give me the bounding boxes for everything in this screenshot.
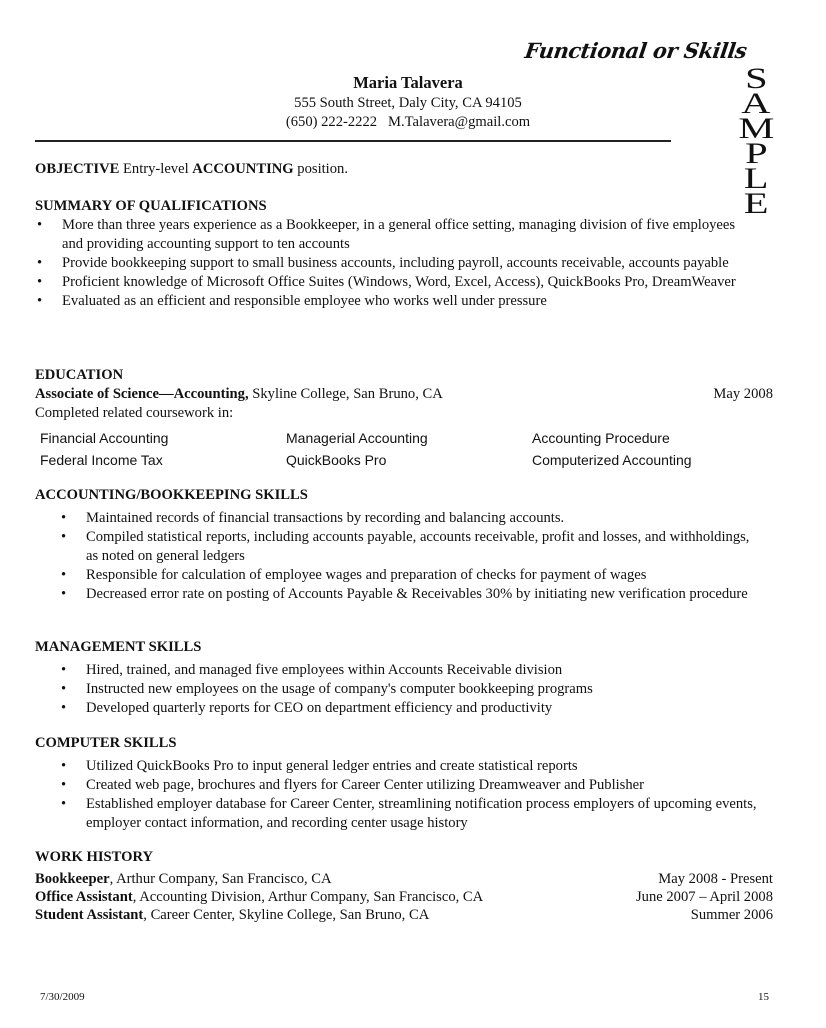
- job-dates: Summer 2006: [690, 907, 773, 923]
- accounting-skills-section: [35, 486, 765, 604]
- stamp-letter: E: [743, 187, 769, 220]
- job-dates: June 2007 – April 2008: [635, 889, 773, 905]
- management-skills-section: [35, 638, 765, 718]
- list-item: • Compiled statistical reports, including accounts payable, accounts receivable, profit and losses, and withholdings, as noted on general ledgers: [35, 528, 765, 566]
- stamp-letter: S: [744, 62, 768, 95]
- objective: [35, 160, 348, 179]
- list-item: • Responsible for calculation of employee wages and preparation of checks for payment of wages: [35, 566, 765, 585]
- graduation-date: May 2008: [713, 386, 773, 402]
- course-list: [35, 430, 773, 468]
- objective-text: position.: [293, 161, 348, 177]
- list-item: • Hired, trained, and managed five employees within Accounts Receivable division: [35, 661, 765, 680]
- list-item: • Instructed new employees on the usage of company's computer bookkeeping programs: [35, 680, 765, 699]
- section-heading: WORK HISTORY: [35, 849, 154, 865]
- course: Financial Accounting: [40, 430, 169, 446]
- work-history-section: [35, 848, 773, 924]
- course: Computerized Accounting: [532, 452, 692, 468]
- computer-skills-section: [35, 734, 765, 833]
- job-entry: [35, 870, 773, 888]
- course: Federal Income Tax: [40, 452, 163, 468]
- course: Managerial Accounting: [286, 430, 428, 446]
- course: Accounting Procedure: [532, 430, 670, 446]
- list-item: • Created web page, brochures and flyers for Career Center utilizing Dreamweaver and Publisher: [35, 776, 765, 795]
- stamp-letter: A: [741, 87, 771, 120]
- section-heading: EDUCATION: [35, 367, 124, 383]
- contact-header: [0, 73, 826, 132]
- job-employer: , Arthur Company, San Francisco, CA: [109, 871, 332, 887]
- job-dates: May 2008 - Present: [658, 871, 773, 887]
- list-item: • Evaluated as an efficient and responsible employee who works well under pressure: [35, 292, 755, 311]
- list-item: • More than three years experience as a Bookkeeper, in a general office setting, managing division of five employees and providing accounting support to ten accounts: [35, 216, 755, 254]
- job-entry: [35, 888, 773, 906]
- stamp-letter: L: [743, 162, 769, 195]
- footer-date: 7/30/2009: [40, 991, 85, 1003]
- job-title: Office Assistant: [35, 889, 133, 905]
- address: 555 South Street, Daly City, CA 94105: [294, 95, 522, 111]
- education-section: [35, 366, 773, 468]
- stamp-letter: P: [744, 137, 768, 170]
- list-item: • Proficient knowledge of Microsoft Office Suites (Windows, Word, Excel, Access), QuickBooks Pro, DreamWeaver: [35, 273, 755, 292]
- section-heading: COMPUTER SKILLS: [35, 735, 177, 751]
- objective-field: ACCOUNTING: [192, 161, 294, 177]
- applicant-name: Maria Talavera: [353, 73, 463, 92]
- degree: Associate of Science—Accounting,: [35, 386, 249, 402]
- stamp-letter: M: [737, 112, 775, 145]
- section-heading: MANAGEMENT SKILLS: [35, 639, 202, 655]
- job-employer: , Career Center, Skyline College, San Bruno, CA: [143, 907, 430, 923]
- section-heading: SUMMARY OF QUALIFICATIONS: [35, 198, 267, 214]
- banner-title: Functional or Skills: [523, 38, 749, 63]
- coursework-label: Completed related coursework in:: [35, 405, 234, 421]
- list-item: • Established employer database for Career Center, streamlining notification process employers of upcoming events, employer contact information, and recording center usage history: [35, 795, 765, 833]
- list-item: • Maintained records of financial transactions by recording and balancing accounts.: [35, 509, 765, 528]
- phone-email: (650) 222-2222 M.Talavera@gmail.com: [285, 114, 531, 130]
- job-employer: , Accounting Division, Arthur Company, San Francisco, CA: [132, 889, 484, 905]
- list-item: • Decreased error rate on posting of Accounts Payable & Receivables 30% by initiating new verification procedure: [35, 585, 765, 604]
- job-title: Bookkeeper: [35, 871, 110, 887]
- job-entry: [35, 906, 773, 924]
- objective-text: Entry-level: [119, 161, 193, 177]
- page-number: 15: [758, 991, 769, 1003]
- list-item: • Provide bookkeeping support to small business accounts, including payroll, accounts receivable, accounts payable: [35, 254, 755, 273]
- section-heading: ACCOUNTING/BOOKKEEPING SKILLS: [35, 487, 308, 503]
- list-item: • Developed quarterly reports for CEO on department efficiency and productivity: [35, 699, 765, 718]
- job-title: Student Assistant: [35, 907, 144, 923]
- objective-label: OBJECTIVE: [35, 161, 120, 177]
- summary-section: [35, 197, 755, 311]
- course: QuickBooks Pro: [286, 452, 387, 468]
- header-divider: [35, 140, 671, 142]
- list-item: • Utilized QuickBooks Pro to input general ledger entries and create statistical reports: [35, 757, 765, 776]
- school: Skyline College, San Bruno, CA: [248, 386, 443, 402]
